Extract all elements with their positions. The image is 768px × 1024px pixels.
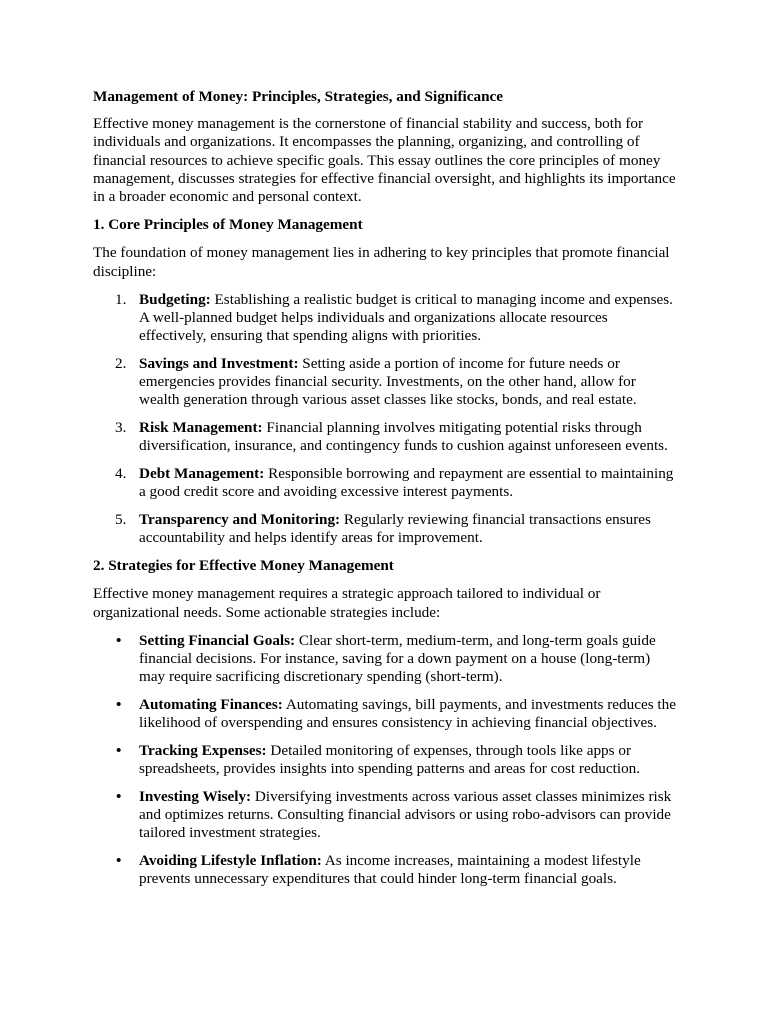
item-term: Tracking Expenses: (139, 741, 267, 759)
list-number: 5. (115, 510, 127, 528)
list-number: 2. (115, 354, 127, 372)
section-intro-core-principles: The foundation of money management lies in adhering to key principles that promote financial discipline: (93, 244, 670, 280)
list-item (93, 511, 678, 547)
list-item (93, 291, 678, 346)
list-number: 4. (115, 464, 127, 482)
item-text: Clear short-term, medium-term, and long-term goals guide financial decisions. For instance, saving for a down payment on a house (long-term) may require sacrificing discretionary spending (short-term). (139, 631, 656, 686)
item-text: Diversifying investments across various asset classes minimizes risk and optimizes returns. Consulting financial advisors or using robo-advisors can provide tailored investment strategies. (139, 787, 672, 842)
item-term: Debt Management: (139, 464, 265, 482)
list-item (93, 355, 678, 410)
item-term: Risk Management: (139, 419, 263, 437)
list-number: 3. (115, 419, 127, 437)
list-item (93, 465, 678, 501)
item-text: Automating savings, bill payments, and investments reduces the likelihood of overspending and ensures consistency in achieving financial objectives. (139, 695, 676, 732)
list-item (93, 696, 678, 732)
section-heading-core-principles: 1. Core Principles of Money Management (93, 216, 363, 234)
item-term: Avoiding Lifestyle Inflation: (139, 851, 322, 869)
document-title: Management of Money: Principles, Strategies, and Significance (93, 88, 504, 105)
list-item (93, 788, 678, 843)
list-item (93, 419, 678, 455)
item-term: Budgeting: (139, 290, 211, 308)
item-term: Setting Financial Goals: (139, 631, 296, 649)
bullet-marker: • (116, 851, 122, 869)
item-term: Automating Finances: (139, 695, 283, 713)
item-term: Savings and Investment: (139, 354, 299, 372)
item-text: Establishing a realistic budget is critical to managing income and expenses. A well-planned budget helps individuals and organizations allocate resources effectively, ensuring that spending aligns with priorities. (139, 290, 673, 345)
bullet-marker: • (116, 787, 122, 805)
list-number: 1. (115, 290, 127, 308)
item-term: Investing Wisely: (139, 787, 252, 805)
bullet-marker: • (116, 695, 122, 713)
item-term: Transparency and Monitoring: (139, 510, 341, 528)
item-text: Financial planning involves mitigating potential risks through diversification, insurance, and contingency funds to cushion against unforeseen events. (139, 419, 668, 455)
item-text: Responsible borrowing and repayment are essential to maintaining a good credit score and avoiding excessive interest payments. (139, 464, 674, 501)
list-item (93, 632, 678, 687)
principles-numbered-list (93, 291, 678, 547)
item-text: Regularly reviewing financial transactions ensures accountability and helps identify areas for improvement. (139, 510, 651, 547)
section-heading-strategies: 2. Strategies for Effective Money Management (93, 557, 394, 575)
section-intro-strategies: Effective money management requires a strategic approach tailored to individual or organizational needs. Some actionable strategies include: (93, 585, 601, 621)
item-text: Detailed monitoring of expenses, through tools like apps or spreadsheets, provides insights into spending patterns and areas for cost reduction. (139, 741, 641, 778)
bullet-marker: • (116, 741, 122, 759)
list-item (93, 852, 678, 888)
list-item (93, 742, 678, 778)
item-text: Setting aside a portion of income for future needs or emergencies provides financial security. Investments, on the other hand, allow for wealth generation through various asset classes like stocks, bonds, and real estate. (139, 354, 637, 409)
intro-paragraph: Effective money management is the cornerstone of financial stability and success, both for individuals and organizations. It encompasses the planning, organizing, and controlling of financial resources to achieve specific goals. This essay outlines the core principles of money management, discusses strategies for effective financial oversight, and highlights its importance in a broader economic and personal context. (93, 115, 676, 206)
document-page (93, 88, 678, 898)
bullet-marker: • (116, 631, 122, 649)
item-text: As income increases, maintaining a modest lifestyle prevents unnecessary expenditures that could hinder long-term financial goals. (139, 851, 641, 888)
strategies-bulleted-list (93, 632, 678, 888)
